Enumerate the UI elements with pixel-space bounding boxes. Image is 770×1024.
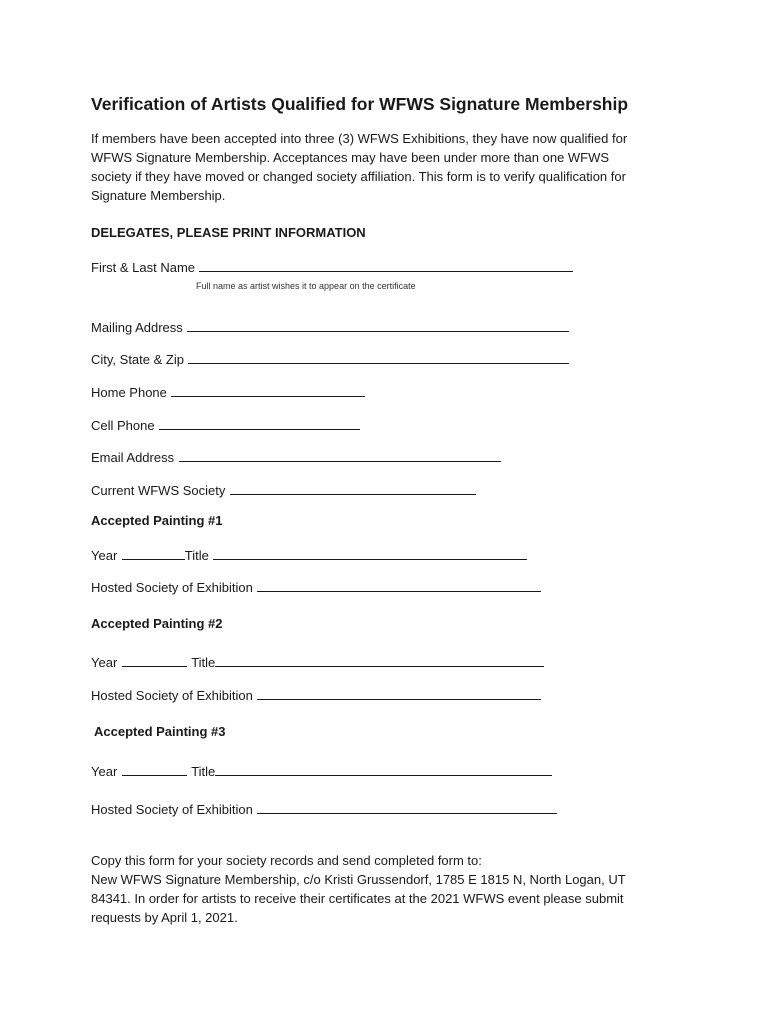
name-field — [91, 258, 573, 277]
footer-line: 84341. In order for artists to receive their certificates at the 2021 WFWS event please submit — [91, 891, 624, 906]
painting-1-year-input-line[interactable] — [122, 546, 185, 560]
society-label: Current WFWS Society — [91, 483, 226, 498]
title-label: Title — [191, 655, 216, 670]
painting-1-title-input-line[interactable] — [213, 546, 527, 560]
painting-3-hosted-input-line[interactable] — [257, 800, 557, 814]
home-phone-input-line[interactable] — [171, 383, 365, 397]
mailing-input-line[interactable] — [187, 318, 569, 332]
painting-1-hosted-row — [91, 578, 541, 597]
home-phone-label: Home Phone — [91, 385, 167, 400]
city-field — [91, 350, 569, 369]
mailing-label: Mailing Address — [91, 320, 183, 335]
hosted-label: Hosted Society of Exhibition — [91, 802, 253, 817]
painting-2-heading: Accepted Painting #2 — [91, 616, 223, 631]
home-phone-field — [91, 383, 365, 402]
intro-line: WFWS Signature Membership. Acceptances may have been under more than one WFWS — [91, 150, 610, 165]
painting-2-year-input-line[interactable] — [122, 653, 187, 667]
title-label: Title — [191, 764, 216, 779]
city-input-line[interactable] — [188, 350, 569, 364]
hosted-label: Hosted Society of Exhibition — [91, 580, 253, 595]
name-label: First & Last Name — [91, 260, 196, 275]
email-input-line[interactable] — [179, 448, 501, 462]
intro-line: society if they have moved or changed society affiliation. This form is to verify qualification for — [91, 169, 626, 184]
painting-3-title-input-line[interactable] — [215, 762, 552, 776]
cell-phone-input-line[interactable] — [159, 416, 360, 430]
painting-2-year-title-row — [91, 653, 544, 672]
footer-instructions — [91, 851, 691, 927]
name-hint: Full name as artist wishes it to appear on the certificate — [196, 281, 416, 291]
mailing-field — [91, 318, 569, 337]
painting-3-year-title-row — [91, 762, 552, 781]
painting-3-year-input-line[interactable] — [122, 762, 187, 776]
painting-2-title-input-line[interactable] — [215, 653, 544, 667]
society-field — [91, 481, 476, 500]
year-label: Year — [91, 548, 118, 563]
title-label: Title — [184, 548, 209, 563]
cell-phone-field — [91, 416, 360, 435]
footer-line: New WFWS Signature Membership, c/o Kristi Grussendorf, 1785 E 1815 N, North Logan, UT — [91, 872, 626, 887]
intro-line: If members have been accepted into three (3) WFWS Exhibitions, they have now qualified for — [91, 131, 628, 146]
painting-1-hosted-input-line[interactable] — [257, 578, 541, 592]
cell-phone-label: Cell Phone — [91, 418, 155, 433]
email-label: Email Address — [91, 450, 175, 465]
email-field — [91, 448, 501, 467]
hosted-label: Hosted Society of Exhibition — [91, 688, 253, 703]
name-input-line[interactable] — [199, 258, 573, 272]
footer-line: requests by April 1, 2021. — [91, 910, 238, 925]
page-title: Verification of Artists Qualified for WFWS Signature Membership — [91, 94, 629, 114]
society-input-line[interactable] — [230, 481, 476, 495]
footer-line: Copy this form for your society records and send completed form to: — [91, 853, 482, 868]
painting-1-heading: Accepted Painting #1 — [91, 513, 223, 528]
painting-2-hosted-row — [91, 686, 541, 705]
year-label: Year — [91, 655, 118, 670]
intro-line: Signature Membership. — [91, 188, 226, 203]
painting-3-hosted-row — [91, 800, 557, 819]
painting-2-hosted-input-line[interactable] — [257, 686, 541, 700]
delegates-heading: DELEGATES, PLEASE PRINT INFORMATION — [91, 225, 366, 240]
painting-1-year-title-row — [91, 546, 527, 565]
year-label: Year — [91, 764, 118, 779]
city-label: City, State & Zip — [91, 352, 184, 367]
intro-paragraph — [91, 129, 691, 205]
painting-3-heading: Accepted Painting #3 — [94, 724, 226, 739]
